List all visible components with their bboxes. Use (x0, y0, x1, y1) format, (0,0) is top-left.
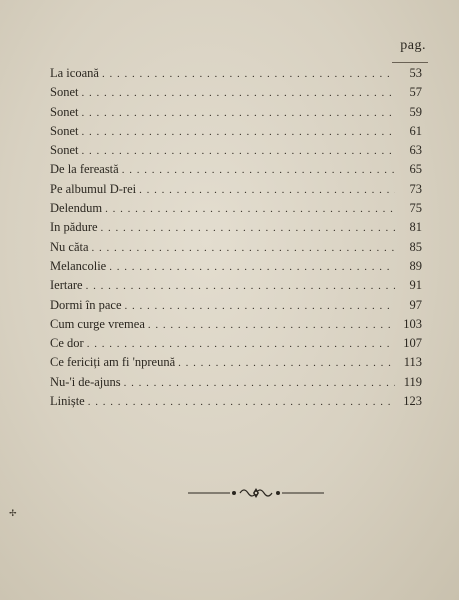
dot-leader (102, 68, 395, 80)
toc-entry-title: Ce fericiți am fi 'npreună (50, 355, 176, 370)
toc-entry-page: 65 (409, 162, 422, 177)
toc-entry (50, 394, 422, 413)
toc-entry-page: 61 (409, 123, 422, 138)
toc-entry-title: Sonet (50, 104, 79, 119)
toc-entry-page: 63 (409, 143, 422, 158)
toc-entry (50, 240, 422, 259)
toc-entry-page: 53 (409, 66, 422, 80)
toc-entry (50, 124, 422, 143)
toc-entry-page: 81 (409, 220, 422, 235)
dot-leader (87, 338, 395, 350)
dot-leader (88, 396, 395, 408)
dot-leader (105, 203, 395, 215)
toc-entry (50, 66, 422, 85)
dot-leader (81, 145, 395, 157)
toc-entry-title: Sonet (50, 143, 79, 158)
toc-entry-title: Ce dor (50, 336, 84, 351)
toc-entry (50, 105, 422, 124)
dot-leader (81, 87, 395, 99)
toc-entry-title: Liniște (50, 394, 85, 409)
toc-entry-title: La icoană (50, 66, 99, 80)
toc-entry (50, 298, 422, 317)
toc-entry-page: 59 (409, 104, 422, 119)
toc-entry-title: Delendum (50, 201, 103, 216)
toc-entry-title: Iertare (50, 278, 83, 293)
toc-entry-page: 103 (403, 316, 422, 331)
toc-entry-title: Nu-'i de-ajuns (50, 374, 121, 389)
toc-entry (50, 143, 422, 162)
toc-entry-page: 113 (403, 355, 422, 370)
toc-entry (50, 375, 422, 394)
toc-entry-title: De la fereastă (50, 162, 119, 177)
toc-entry (50, 85, 422, 104)
toc-entry-title: Dormi în pace (50, 297, 122, 312)
toc-entry-title: Sonet (50, 85, 79, 100)
toc-entry-title: In pădure (50, 220, 98, 235)
toc-entry-page: 107 (403, 336, 422, 351)
toc-entry-page: 85 (409, 239, 422, 254)
toc-entry-title: Melancolie (50, 258, 107, 273)
dot-leader (122, 164, 395, 176)
toc-entry (50, 162, 422, 181)
toc-entry-page: 123 (403, 394, 422, 409)
toc-entry (50, 220, 422, 239)
toc-entry-page: 73 (409, 181, 422, 196)
toc-entry-page: 75 (409, 201, 422, 216)
toc-entry-page: 97 (409, 297, 422, 312)
dot-leader (92, 242, 395, 254)
toc-entry-page: 91 (409, 278, 422, 293)
dot-leader (81, 126, 395, 138)
header-rule (392, 62, 428, 63)
table-of-contents (50, 66, 422, 413)
toc-entry (50, 278, 422, 297)
margin-mark-icon: ✢ (9, 508, 17, 518)
dot-leader (81, 107, 395, 119)
dot-leader (101, 222, 395, 234)
toc-entry-page: 57 (409, 85, 422, 100)
toc-entry (50, 317, 422, 336)
dot-leader (86, 280, 395, 292)
toc-entry-title: Nu căta (50, 239, 89, 254)
dot-leader (124, 377, 395, 389)
toc-entry-title: Cum curge vremea (50, 316, 145, 331)
toc-entry (50, 201, 422, 220)
dot-leader (109, 261, 395, 273)
toc-entry (50, 336, 422, 355)
toc-entry (50, 259, 422, 278)
toc-entry-page: 119 (403, 374, 422, 389)
toc-entry (50, 355, 422, 374)
fleuron-divider-icon (186, 486, 326, 500)
dot-leader (125, 300, 395, 312)
toc-entry-page: 89 (409, 258, 422, 273)
page-column-label: pag. (400, 38, 426, 53)
toc-entry (50, 182, 422, 201)
dot-leader (139, 184, 395, 196)
dot-leader (148, 319, 395, 331)
toc-entry-title: Pe albumul D-rei (50, 181, 137, 196)
toc-entry-title: Sonet (50, 123, 79, 138)
dot-leader (178, 357, 395, 369)
